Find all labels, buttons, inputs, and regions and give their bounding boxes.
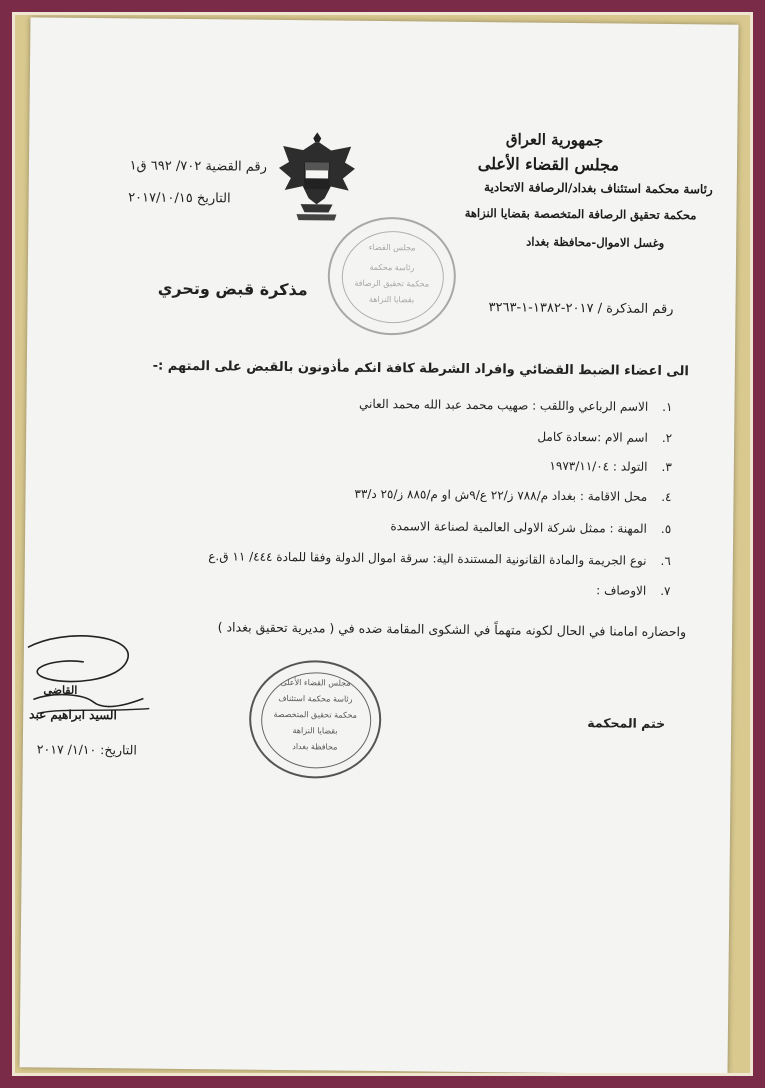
court-stamp-lower: [249, 660, 382, 779]
case-date: التاريخ ٢٠١٧/١٠/١٥: [128, 190, 231, 207]
document-page: [20, 17, 739, 1074]
header-country: جمهورية العراق: [505, 130, 604, 150]
list-item: [390, 519, 671, 536]
list-item-text: نوع الجريمة والمادة القانونية المستندة الية: سرقة اموال الدولة وفقا للمادة ٤٤٤/ ١١ ق.ع: [208, 549, 647, 568]
closing-paragraph: واحضاره امامنا في الحال لكونه متهماً في الشكوى المقامة ضده في ( مديرية تحقيق بغداد ): [217, 619, 687, 640]
header-location: وغسل الاموال-محافظة بغداد: [526, 234, 665, 250]
list-item-number: ٧.: [660, 583, 671, 599]
judge-title: القاضي: [43, 683, 78, 697]
stamp-text: محكمة تحقيق الرصافة: [354, 278, 430, 289]
list-item-text: التولد : ١٩٧٣/١١/٠٤: [549, 458, 648, 474]
case-number: رقم القضية ٧٠٢/ ٦٩٢ ق١: [129, 158, 268, 175]
court-stamp-upper: [327, 216, 456, 335]
signature-date: التاريخ: ١/١٠/ ٢٠١٧: [36, 741, 137, 758]
desk-background: [12, 12, 753, 1076]
judge-name: السيد ابراهيم عبد: [29, 707, 117, 723]
stamp-text: رئاسة محكمة: [369, 262, 415, 273]
list-item: [596, 583, 671, 598]
list-item-text: المهنة : ممثل شركة الاولى العالمية لصناعة الاسمدة: [390, 519, 647, 536]
document-title: مذكرة قبض وتحري: [157, 278, 308, 300]
stamp-text: محكمة تحقيق المتخصصة: [273, 709, 357, 720]
memo-number: رقم المذكرة / ٢٠١٧-١٣٨٢-١-٣٢٦٣: [488, 300, 674, 318]
list-item-number: ٢.: [661, 430, 673, 446]
iraq-emblem-icon: [274, 128, 359, 225]
stamp-text: رئاسة محكمة استئناف: [278, 693, 353, 704]
list-item: [549, 459, 672, 474]
header-investigation-court: محكمة تحقيق الرصافة المتخصصة بقضايا النزاهة: [464, 205, 697, 223]
list-item-number: ٦.: [660, 553, 671, 569]
header-council: مجلس القضاء الأعلى: [477, 154, 620, 175]
stamp-text: بقضايا النزاهة: [368, 294, 415, 305]
list-item: [359, 397, 673, 414]
list-item-text: محل الاقامة : بغداد م/٧٨٨ ز/٢٢ ع/٩ش او م/٨٨٥ ز/٢٥ د/٣٣: [354, 486, 648, 504]
court-seal-label: ختم المحكمة: [587, 715, 666, 732]
stamp-text: مجلس القضاء الأعلى: [280, 677, 351, 688]
list-item-number: ١.: [662, 399, 673, 415]
list-item-text: الاوصاف :: [596, 583, 647, 598]
list-item: [208, 549, 671, 568]
list-item: [354, 487, 671, 504]
stamp-text: بقضايا النزاهة: [292, 726, 338, 736]
addressee-line: الى اعضاء الضبط القضائي وافراد الشرطة كافة انكم مأذونون بالقبض على المتهم :-: [152, 358, 689, 380]
header-court: رئاسة محكمة استئناف بغداد/الرصافة الاتحادية: [484, 180, 713, 197]
list-item-number: ٣.: [661, 459, 672, 475]
stamp-text: مجلس القضاء: [368, 242, 416, 253]
list-item-text: اسم الام :سعادة كامل: [537, 429, 648, 445]
list-item-number: ٥.: [660, 521, 672, 537]
list-item-text: الاسم الرباعي واللقب : صهيب محمد عبد الله محمد العاني: [358, 396, 649, 414]
stamp-text: محافظة بغداد: [292, 742, 338, 752]
list-item-number: ٤.: [661, 489, 672, 505]
list-item: [537, 430, 672, 445]
